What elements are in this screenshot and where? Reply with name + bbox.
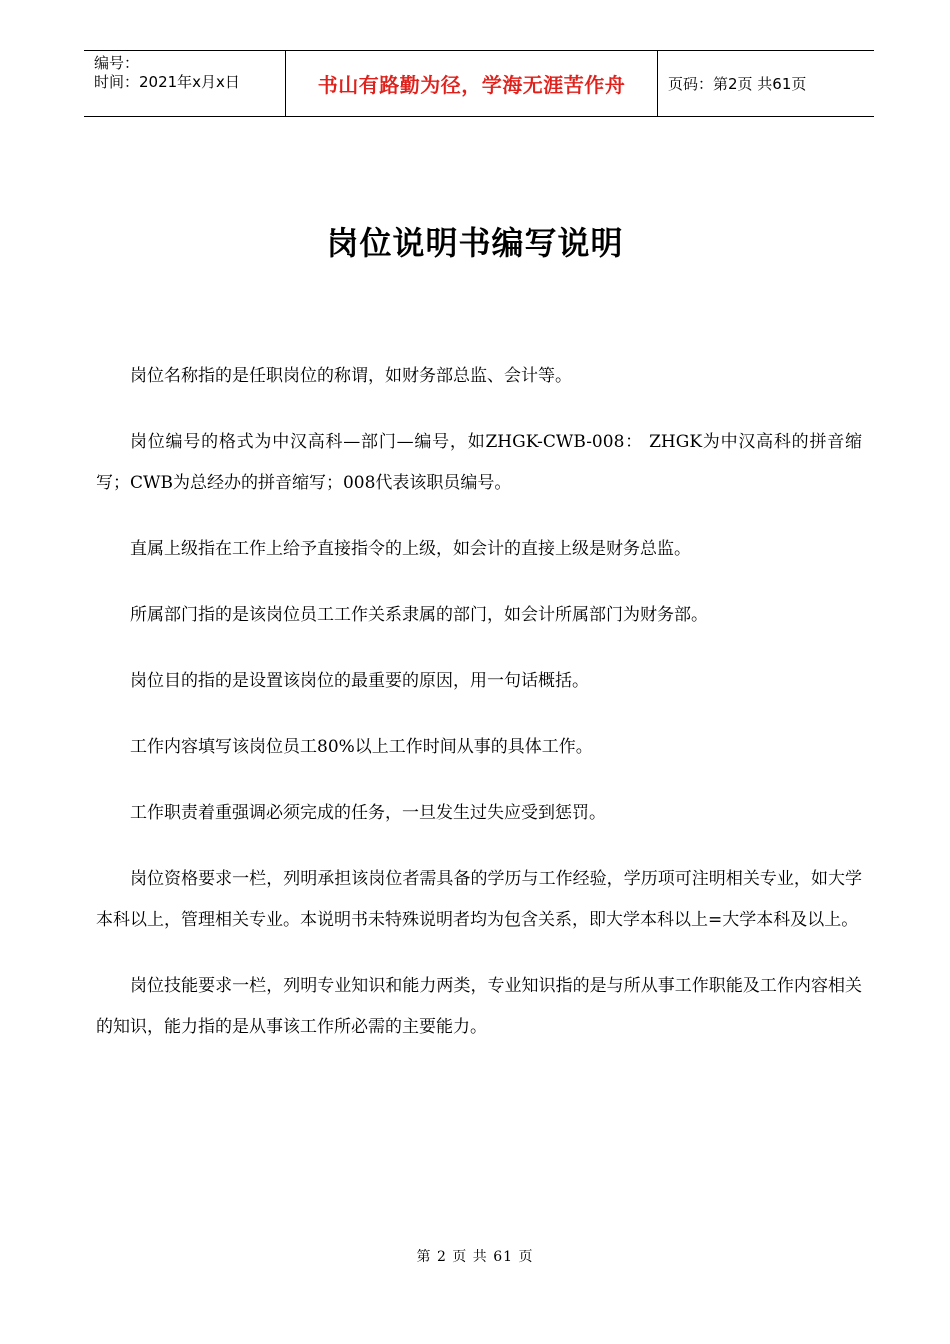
page-header	[84, 50, 874, 117]
paragraph-skills: 岗位技能要求一栏，列明专业知识和能力两类，专业知识指的是与所从事工作职能及工作内容相关的知识，能力指的是从事该工作所必需的主要能力。	[96, 976, 862, 1037]
document-body	[96, 356, 862, 1073]
paragraph-position-name: 岗位名称指的是任职岗位的称谓，如财务部总监、会计等。	[130, 366, 572, 386]
paragraph-work-content: 工作内容填写该岗位员工80%以上工作时间从事的具体工作。	[130, 737, 593, 757]
paragraph-direct-superior: 直属上级指在工作上给予直接指令的上级，如会计的直接上级是财务总监。	[130, 539, 691, 559]
page-footer: 第 2 页 共 61 页	[416, 1249, 534, 1265]
paragraph-department: 所属部门指的是该岗位员工工作关系隶属的部门，如会计所属部门为财务部。	[130, 605, 708, 625]
document-time-label: 时间：2021年x月x日	[94, 73, 240, 91]
document-number-label: 编号：	[94, 54, 140, 72]
paragraph-qualifications: 岗位资格要求一栏，列明承担该岗位者需具备的学历与工作经验，学历项可注明相关专业，如大学本科以上，管理相关专业。本说明书未特殊说明者均为包含关系，即大学本科以上=大学本科及以上。	[96, 869, 862, 930]
header-motto: 书山有路勤为径，学海无涯苦作舟	[286, 51, 658, 116]
header-meta	[84, 51, 286, 116]
header-page-info: 页码：第2页 共61页	[668, 75, 807, 93]
paragraph-position-code: 岗位编号的格式为中汉高科—部门—编号，如ZHGK-CWB-008： ZHGK为中汉高科的拼音缩写；CWB为总经办的拼音缩写；008代表该职员编号。	[96, 432, 862, 493]
paragraph-responsibilities: 工作职责着重强调必须完成的任务，一旦发生过失应受到惩罚。	[130, 803, 606, 823]
document-title: 岗位说明书编写说明	[326, 224, 624, 262]
paragraph-position-purpose: 岗位目的指的是设置该岗位的最重要的原因，用一句话概括。	[130, 671, 589, 691]
